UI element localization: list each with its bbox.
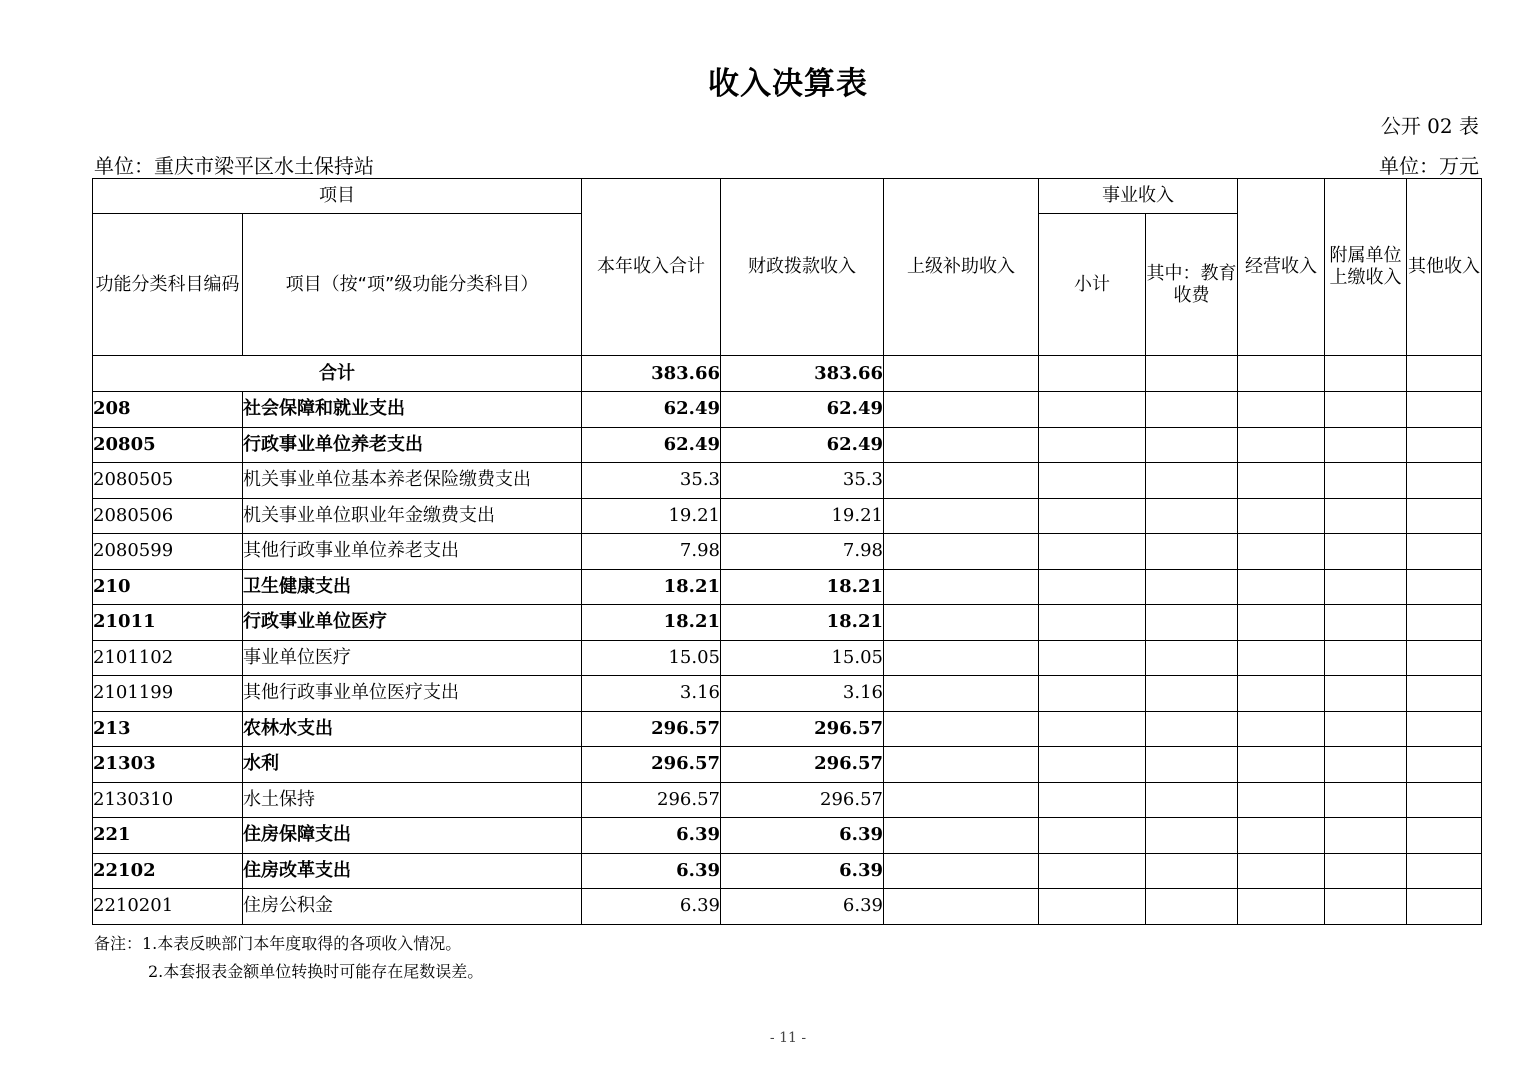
row-item-name: 机关事业单位职业年金缴费支出 — [243, 498, 582, 534]
row-affiliated-income — [1325, 747, 1407, 783]
row-superior-subsidy — [884, 605, 1039, 641]
row-superior-subsidy — [884, 782, 1039, 818]
row-total-income: 62.49 — [582, 392, 721, 428]
row-code: 221 — [93, 818, 243, 854]
unit-label: 单位：重庆市梁平区水土保持站 — [94, 154, 374, 178]
row-code: 21303 — [93, 747, 243, 783]
row-operating-income — [1238, 498, 1325, 534]
note-2: 2.本套报表金额单位转换时可能存在尾数误差。 — [148, 962, 484, 981]
row-affiliated-income — [1325, 498, 1407, 534]
row-fiscal-income: 6.39 — [721, 818, 884, 854]
row-business-subtotal — [1039, 782, 1146, 818]
row-operating-income — [1238, 676, 1325, 712]
total-label: 合计 — [93, 356, 582, 392]
row-business-subtotal — [1039, 640, 1146, 676]
header-affiliated-income: 附属单位上缴收入 — [1325, 179, 1407, 356]
header-operating-income: 经营收入 — [1238, 179, 1325, 356]
page-title: 收入决算表 — [708, 66, 868, 102]
total-fiscal-value: 383.66 — [721, 356, 884, 392]
row-operating-income — [1238, 463, 1325, 499]
row-business-subtotal — [1039, 711, 1146, 747]
row-fiscal-income: 35.3 — [721, 463, 884, 499]
row-total-income: 296.57 — [582, 711, 721, 747]
table-row — [93, 711, 1482, 747]
row-code: 20805 — [93, 427, 243, 463]
row-other-income — [1407, 427, 1482, 463]
header-superior-subsidy: 上级补助收入 — [884, 179, 1039, 356]
row-code: 2080505 — [93, 463, 243, 499]
row-superior-subsidy — [884, 853, 1039, 889]
row-education-fee — [1146, 569, 1238, 605]
row-total-income: 18.21 — [582, 605, 721, 641]
row-other-income — [1407, 392, 1482, 428]
header-code: 功能分类科目编码 — [93, 214, 243, 356]
row-total-income: 296.57 — [582, 747, 721, 783]
table-row — [93, 605, 1482, 641]
table-row — [93, 463, 1482, 499]
row-superior-subsidy — [884, 889, 1039, 925]
row-education-fee — [1146, 640, 1238, 676]
total-row — [93, 356, 1482, 392]
row-education-fee — [1146, 605, 1238, 641]
row-affiliated-income — [1325, 534, 1407, 570]
row-operating-income — [1238, 818, 1325, 854]
row-business-subtotal — [1039, 853, 1146, 889]
total-affiliated-value — [1325, 356, 1407, 392]
row-operating-income — [1238, 782, 1325, 818]
row-operating-income — [1238, 392, 1325, 428]
row-code: 2101102 — [93, 640, 243, 676]
income-table — [92, 178, 1482, 925]
row-education-fee — [1146, 427, 1238, 463]
table-row — [93, 853, 1482, 889]
table-row — [93, 782, 1482, 818]
header-fiscal-income: 财政拨款收入 — [721, 179, 884, 356]
note-1: 备注：1.本表反映部门本年度取得的各项收入情况。 — [94, 934, 462, 953]
row-code: 2080599 — [93, 534, 243, 570]
row-business-subtotal — [1039, 463, 1146, 499]
row-education-fee — [1146, 782, 1238, 818]
row-code: 208 — [93, 392, 243, 428]
row-business-subtotal — [1039, 534, 1146, 570]
row-operating-income — [1238, 711, 1325, 747]
row-education-fee — [1146, 853, 1238, 889]
row-affiliated-income — [1325, 889, 1407, 925]
row-business-subtotal — [1039, 889, 1146, 925]
row-item-name: 农林水支出 — [243, 711, 582, 747]
row-superior-subsidy — [884, 640, 1039, 676]
row-fiscal-income: 296.57 — [721, 782, 884, 818]
row-item-name: 住房改革支出 — [243, 853, 582, 889]
row-operating-income — [1238, 605, 1325, 641]
row-education-fee — [1146, 392, 1238, 428]
row-other-income — [1407, 889, 1482, 925]
currency-unit-label: 单位：万元 — [1379, 154, 1479, 178]
header-other-income: 其他收入 — [1407, 179, 1482, 356]
row-fiscal-income: 62.49 — [721, 392, 884, 428]
row-total-income: 6.39 — [582, 853, 721, 889]
row-business-subtotal — [1039, 427, 1146, 463]
row-operating-income — [1238, 569, 1325, 605]
row-code: 210 — [93, 569, 243, 605]
row-other-income — [1407, 711, 1482, 747]
row-code: 2101199 — [93, 676, 243, 712]
row-code: 2210201 — [93, 889, 243, 925]
total-operating-value — [1238, 356, 1325, 392]
table-row — [93, 640, 1482, 676]
row-fiscal-income: 296.57 — [721, 747, 884, 783]
row-education-fee — [1146, 747, 1238, 783]
row-total-income: 6.39 — [582, 889, 721, 925]
row-fiscal-income: 296.57 — [721, 711, 884, 747]
row-item-name: 其他行政事业单位医疗支出 — [243, 676, 582, 712]
row-fiscal-income: 7.98 — [721, 534, 884, 570]
row-affiliated-income — [1325, 818, 1407, 854]
header-item-name: 项目（按“项”级功能分类科目） — [243, 214, 582, 356]
row-other-income — [1407, 818, 1482, 854]
row-other-income — [1407, 782, 1482, 818]
total-subtotal-value — [1039, 356, 1146, 392]
row-education-fee — [1146, 463, 1238, 499]
table-row — [93, 534, 1482, 570]
notes — [94, 930, 483, 986]
row-operating-income — [1238, 889, 1325, 925]
row-superior-subsidy — [884, 569, 1039, 605]
row-other-income — [1407, 569, 1482, 605]
total-superior-value — [884, 356, 1039, 392]
row-affiliated-income — [1325, 392, 1407, 428]
row-superior-subsidy — [884, 818, 1039, 854]
row-other-income — [1407, 498, 1482, 534]
row-education-fee — [1146, 818, 1238, 854]
header-item-group: 项目 — [93, 179, 582, 214]
header-total-income: 本年收入合计 — [582, 179, 721, 356]
row-business-subtotal — [1039, 747, 1146, 783]
table-row — [93, 427, 1482, 463]
row-fiscal-income: 62.49 — [721, 427, 884, 463]
row-other-income — [1407, 463, 1482, 499]
row-fiscal-income: 6.39 — [721, 889, 884, 925]
row-fiscal-income: 18.21 — [721, 605, 884, 641]
row-item-name: 机关事业单位基本养老保险缴费支出 — [243, 463, 582, 499]
row-other-income — [1407, 534, 1482, 570]
row-education-fee — [1146, 676, 1238, 712]
row-total-income: 35.3 — [582, 463, 721, 499]
row-affiliated-income — [1325, 463, 1407, 499]
row-total-income: 3.16 — [582, 676, 721, 712]
row-other-income — [1407, 640, 1482, 676]
row-code: 22102 — [93, 853, 243, 889]
row-education-fee — [1146, 498, 1238, 534]
row-item-name: 水土保持 — [243, 782, 582, 818]
row-education-fee — [1146, 711, 1238, 747]
row-superior-subsidy — [884, 747, 1039, 783]
row-other-income — [1407, 853, 1482, 889]
row-total-income: 296.57 — [582, 782, 721, 818]
row-affiliated-income — [1325, 853, 1407, 889]
total-education-value — [1146, 356, 1238, 392]
row-affiliated-income — [1325, 427, 1407, 463]
row-code: 21011 — [93, 605, 243, 641]
row-operating-income — [1238, 853, 1325, 889]
row-code: 2080506 — [93, 498, 243, 534]
row-item-name: 住房保障支出 — [243, 818, 582, 854]
table-row — [93, 392, 1482, 428]
row-total-income: 18.21 — [582, 569, 721, 605]
row-superior-subsidy — [884, 392, 1039, 428]
row-item-name: 行政事业单位医疗 — [243, 605, 582, 641]
row-business-subtotal — [1039, 605, 1146, 641]
header-subtotal: 小计 — [1039, 214, 1146, 356]
header-row-1 — [93, 179, 1482, 214]
row-business-subtotal — [1039, 569, 1146, 605]
table-row — [93, 676, 1482, 712]
row-operating-income — [1238, 640, 1325, 676]
row-item-name: 行政事业单位养老支出 — [243, 427, 582, 463]
row-item-name: 住房公积金 — [243, 889, 582, 925]
row-operating-income — [1238, 747, 1325, 783]
row-education-fee — [1146, 889, 1238, 925]
header-business-income-group: 事业收入 — [1039, 179, 1238, 214]
row-operating-income — [1238, 427, 1325, 463]
row-superior-subsidy — [884, 427, 1039, 463]
row-superior-subsidy — [884, 463, 1039, 499]
row-item-name: 社会保障和就业支出 — [243, 392, 582, 428]
row-affiliated-income — [1325, 569, 1407, 605]
table-row — [93, 498, 1482, 534]
form-number: 公开 02 表 — [1380, 114, 1479, 138]
total-other-value — [1407, 356, 1482, 392]
page-number: - 11 - — [769, 1030, 807, 1046]
row-business-subtotal — [1039, 676, 1146, 712]
row-affiliated-income — [1325, 605, 1407, 641]
row-fiscal-income: 19.21 — [721, 498, 884, 534]
row-total-income: 15.05 — [582, 640, 721, 676]
row-superior-subsidy — [884, 498, 1039, 534]
row-operating-income — [1238, 534, 1325, 570]
row-affiliated-income — [1325, 711, 1407, 747]
row-affiliated-income — [1325, 640, 1407, 676]
table-row — [93, 889, 1482, 925]
row-fiscal-income: 3.16 — [721, 676, 884, 712]
table-row — [93, 818, 1482, 854]
row-business-subtotal — [1039, 392, 1146, 428]
row-education-fee — [1146, 534, 1238, 570]
row-item-name: 卫生健康支出 — [243, 569, 582, 605]
row-affiliated-income — [1325, 782, 1407, 818]
row-superior-subsidy — [884, 534, 1039, 570]
row-business-subtotal — [1039, 818, 1146, 854]
row-fiscal-income: 6.39 — [721, 853, 884, 889]
row-superior-subsidy — [884, 676, 1039, 712]
table-row — [93, 569, 1482, 605]
row-superior-subsidy — [884, 711, 1039, 747]
header-education-fee: 其中：教育收费 — [1146, 214, 1238, 356]
table-row — [93, 747, 1482, 783]
row-total-income: 7.98 — [582, 534, 721, 570]
row-other-income — [1407, 747, 1482, 783]
row-other-income — [1407, 605, 1482, 641]
row-total-income: 6.39 — [582, 818, 721, 854]
row-code: 2130310 — [93, 782, 243, 818]
row-fiscal-income: 18.21 — [721, 569, 884, 605]
row-item-name: 水利 — [243, 747, 582, 783]
row-fiscal-income: 15.05 — [721, 640, 884, 676]
row-item-name: 其他行政事业单位养老支出 — [243, 534, 582, 570]
total-income-value: 383.66 — [582, 356, 721, 392]
row-business-subtotal — [1039, 498, 1146, 534]
row-total-income: 62.49 — [582, 427, 721, 463]
row-total-income: 19.21 — [582, 498, 721, 534]
row-affiliated-income — [1325, 676, 1407, 712]
row-other-income — [1407, 676, 1482, 712]
row-item-name: 事业单位医疗 — [243, 640, 582, 676]
row-code: 213 — [93, 711, 243, 747]
